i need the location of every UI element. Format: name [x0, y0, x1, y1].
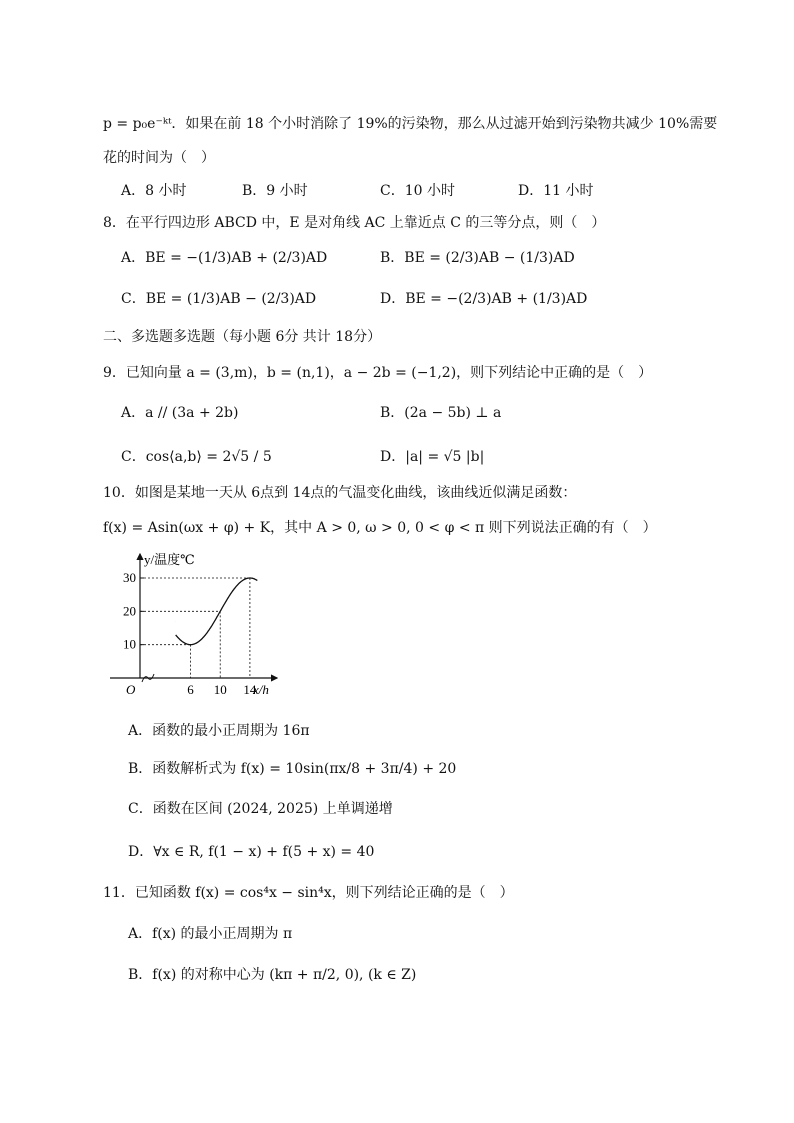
q8-option-a: A．BE = −(1/3)AB + (2/3)AD: [121, 250, 328, 266]
q7-option-c: C．10 小时: [380, 183, 455, 199]
q7-option-b: B．9 小时: [242, 183, 308, 199]
q8-option-d: D．BE = −(2/3)AB + (1/3)AD: [380, 291, 588, 307]
q10-option-a: A．函数的最小正周期为 16π: [128, 723, 310, 739]
y-tick-label-20: 20: [123, 603, 136, 619]
q10-option-c: C．函数在区间 (2024, 2025) 上单调递增: [128, 801, 393, 817]
q11-option-a: A．f(x) 的最小正周期为 π: [128, 926, 293, 942]
y-tick-label-30: 30: [123, 570, 136, 585]
temperature-chart: [105, 550, 285, 700]
y-tick-label-10: 10: [123, 636, 136, 652]
x-axis-label: x/h: [253, 682, 269, 697]
q7-formula-line: p = p₀e⁻ᵏᵗ．如果在前 18 个小时消除了 19%的污染物，那么从过滤开始到污染物共减少 10%需要: [103, 116, 718, 132]
x-tick-label-14: 14: [243, 682, 257, 697]
y-axis-label: y/温度℃: [144, 552, 195, 567]
q9-stem: 9．已知向量 a = (3,m)，b = (n,1)，a − 2b = (−1,2)，则下列结论中正确的是（ ）: [103, 365, 653, 381]
q11-option-b: B．f(x) 的对称中心为 (kπ + π/2, 0), (k ∈ Z): [128, 967, 417, 983]
q10-option-d: D．∀x ∈ R, f(1 − x) + f(5 + x) = 40: [128, 844, 375, 860]
q9-option-b: B．(2a − 5b) ⊥ a: [380, 405, 502, 421]
q9-option-c: C．cos⟨a,b⟩ = 2√5 / 5: [121, 449, 272, 465]
axis-break: [142, 674, 154, 682]
section-2-heading: 二、多选题多选题（每小题 6分 共计 18分）: [103, 329, 382, 345]
q10-stem-2: f(x) = Asin(ωx + φ) + K，其中 A > 0, ω > 0, 0 < φ < π 则下列说法正确的有（ ）: [103, 520, 657, 536]
q8-option-c: C．BE = (1/3)AB − (2/3)AD: [121, 291, 317, 307]
q7-line2: 花的时间为（ ）: [103, 150, 215, 166]
x-tick-label-6: 6: [187, 682, 194, 697]
q7-option-d: D．11 小时: [518, 183, 594, 199]
q8-option-b: B．BE = (2/3)AB − (1/3)AD: [380, 250, 575, 266]
q7-option-a: A．8 小时: [121, 183, 187, 199]
q10-stem-1: 10．如图是某地一天从 6点到 14点的气温变化曲线，该曲线近似满足函数：: [103, 485, 577, 501]
q10-option-b: B．函数解析式为 f(x) = 10sin(πx/8 + 3π/4) + 20: [128, 761, 457, 777]
q9-option-d: D．|a| = √5 |b|: [380, 449, 485, 465]
q11-stem: 11．已知函数 f(x) = cos⁴x − sin⁴x，则下列结论正确的是（ ）: [103, 885, 514, 901]
q9-option-a: A．a // (3a + 2b): [121, 405, 239, 421]
q8-stem: 8．在平行四边形 ABCD 中，E 是对角线 AC 上靠近点 C 的三等分点，则（ ）: [103, 215, 606, 231]
origin-label: O: [126, 682, 136, 697]
x-tick-label-10: 10: [213, 682, 227, 697]
